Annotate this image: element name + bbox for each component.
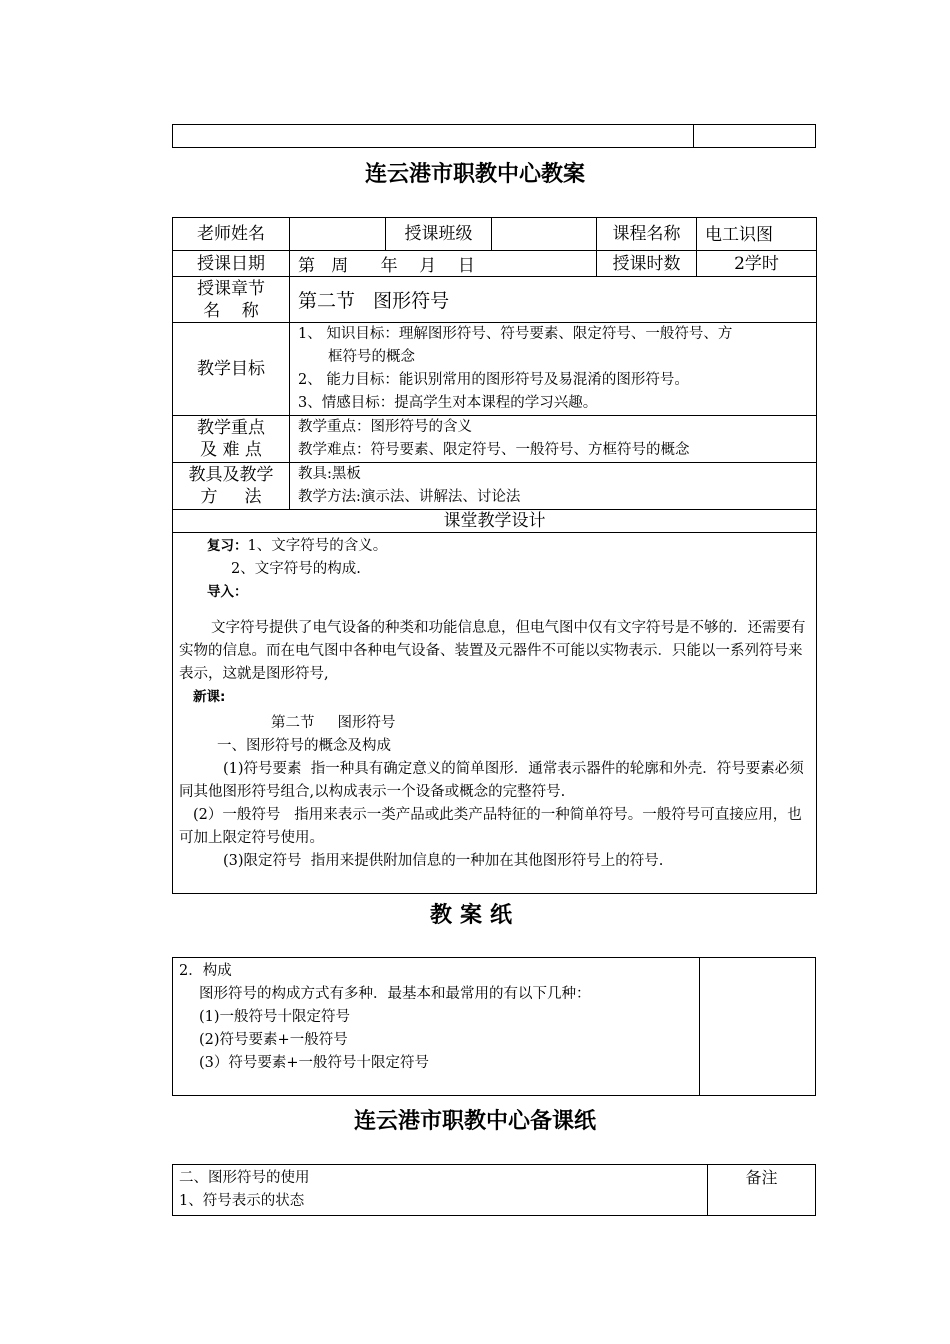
focus-label-line1: 教学重点 xyxy=(197,418,265,438)
usage-line: 1、符号表示的状态 xyxy=(179,1193,305,1209)
chapter-label xyxy=(173,277,290,323)
design-header: 课堂教学设计 xyxy=(173,510,817,533)
tools-label xyxy=(173,463,290,510)
composition-item: (2)符号要素+一般符号 xyxy=(199,1032,348,1048)
page2-title: 教案纸 xyxy=(429,903,520,928)
new-lesson-label: 新课: xyxy=(193,689,226,705)
remark-label: 备注 xyxy=(708,1165,816,1216)
header-blank-cell-left xyxy=(173,125,694,148)
teacher-value xyxy=(290,218,386,251)
tools-label-line2: 方 法 xyxy=(200,487,262,507)
concept-heading: 一、图形符号的概念及构成 xyxy=(217,738,391,754)
class-value xyxy=(492,218,597,251)
goals-cell xyxy=(290,323,817,416)
date-value: 第 周 年 月 日 xyxy=(290,251,597,277)
lesson-plan-table xyxy=(172,217,817,894)
chapter-label-line2: 名 称 xyxy=(203,300,259,321)
chapter-value: 第二节 图形符号 xyxy=(290,277,817,323)
goal-line: 2、 能力目标：能识别常用的图形符号及易混淆的图形符号。 xyxy=(298,372,689,388)
composition-heading: 2．构成 xyxy=(179,963,232,979)
focus-difficulty: 教学难点：符号要素、限定符号、一般符号、方框符号的概念 xyxy=(298,442,690,458)
tools-value: 教具:黑板 xyxy=(298,466,361,482)
focus-key: 教学重点：图形符号的含义 xyxy=(298,419,472,435)
composition-notes-cell xyxy=(700,958,816,1096)
focus-label xyxy=(173,416,290,463)
course-label: 课程名称 xyxy=(597,218,697,251)
composition-intro: 图形符号的构成方式有多种．最基本和最常用的有以下几种： xyxy=(199,986,591,1002)
intro-text: 文字符号提供了电气设备的种类和功能信息息，但电气图中仅有文字符号是不够的．还需要有实物的信息。而在电气图中各种电气设备、装置及元器件不可能以实物表示．只能以一系列符号来表示，这就是图形符号, xyxy=(179,620,806,682)
goal-line: 1、 知识目标：理解图形符号、符号要素、限定符号、一般符号、方 xyxy=(298,326,733,342)
review-item: 2、文字符号的构成. xyxy=(231,561,361,577)
composition-cell xyxy=(173,958,700,1096)
intro-label: 导入： xyxy=(207,584,248,600)
hours-value: 2学时 xyxy=(697,251,817,277)
concept-item: (2）一般符号 指用来表示一类产品或此类产品特征的一种简单符号。一般符号可直接应用，也可加上限定符号使用。 xyxy=(179,807,802,846)
chapter-label-line1: 授课章节 xyxy=(197,278,265,299)
usage-line: 二、图形符号的使用 xyxy=(179,1170,310,1186)
goals-label: 教学目标 xyxy=(173,323,290,416)
concept-item: (1)符号要素 指一种具有确定意义的简单图形．通常表示器件的轮廓和外壳．符号要素必须同其他图形符号组合,以构成表示一个设备或概念的完整符号. xyxy=(179,761,804,800)
class-label: 授课班级 xyxy=(386,218,492,251)
date-label: 授课日期 xyxy=(173,251,290,277)
tools-label-line1: 教具及教学 xyxy=(188,465,274,485)
goal-line: 3、情感目标：提高学生对本课程的学习兴趣。 xyxy=(298,395,598,411)
design-body xyxy=(173,533,817,894)
review-item: 1、文字符号的含义。 xyxy=(247,538,388,554)
review-label: 复习： xyxy=(207,538,248,554)
page-title: 连云港市职教中心教案 xyxy=(364,162,585,187)
focus-label-line2: 及 难 点 xyxy=(200,440,262,460)
section-title: 第二节 图形符号 xyxy=(271,715,396,731)
goal-line: 框符号的概念 xyxy=(328,349,415,365)
concept-item: (3)限定符号 指用来提供附加信息的一种加在其他图形符号上的符号. xyxy=(223,853,664,869)
page3-title: 连云港市职教中心备课纸 xyxy=(353,1109,596,1134)
composition-item: (1)一般符号十限定符号 xyxy=(199,1009,351,1025)
header-blank-table xyxy=(172,124,816,148)
course-value: 电工识图 xyxy=(697,218,817,251)
composition-table xyxy=(172,957,816,1096)
usage-table xyxy=(172,1164,816,1216)
composition-item: (3）符号要素+一般符号十限定符号 xyxy=(199,1055,430,1071)
header-blank-cell-right xyxy=(694,125,816,148)
hours-label: 授课时数 xyxy=(597,251,697,277)
usage-cell xyxy=(173,1165,708,1216)
tools-cell xyxy=(290,463,817,510)
methods-value: 教学方法:演示法、讲解法、讨论法 xyxy=(298,489,521,505)
teacher-label: 老师姓名 xyxy=(173,218,290,251)
focus-cell xyxy=(290,416,817,463)
